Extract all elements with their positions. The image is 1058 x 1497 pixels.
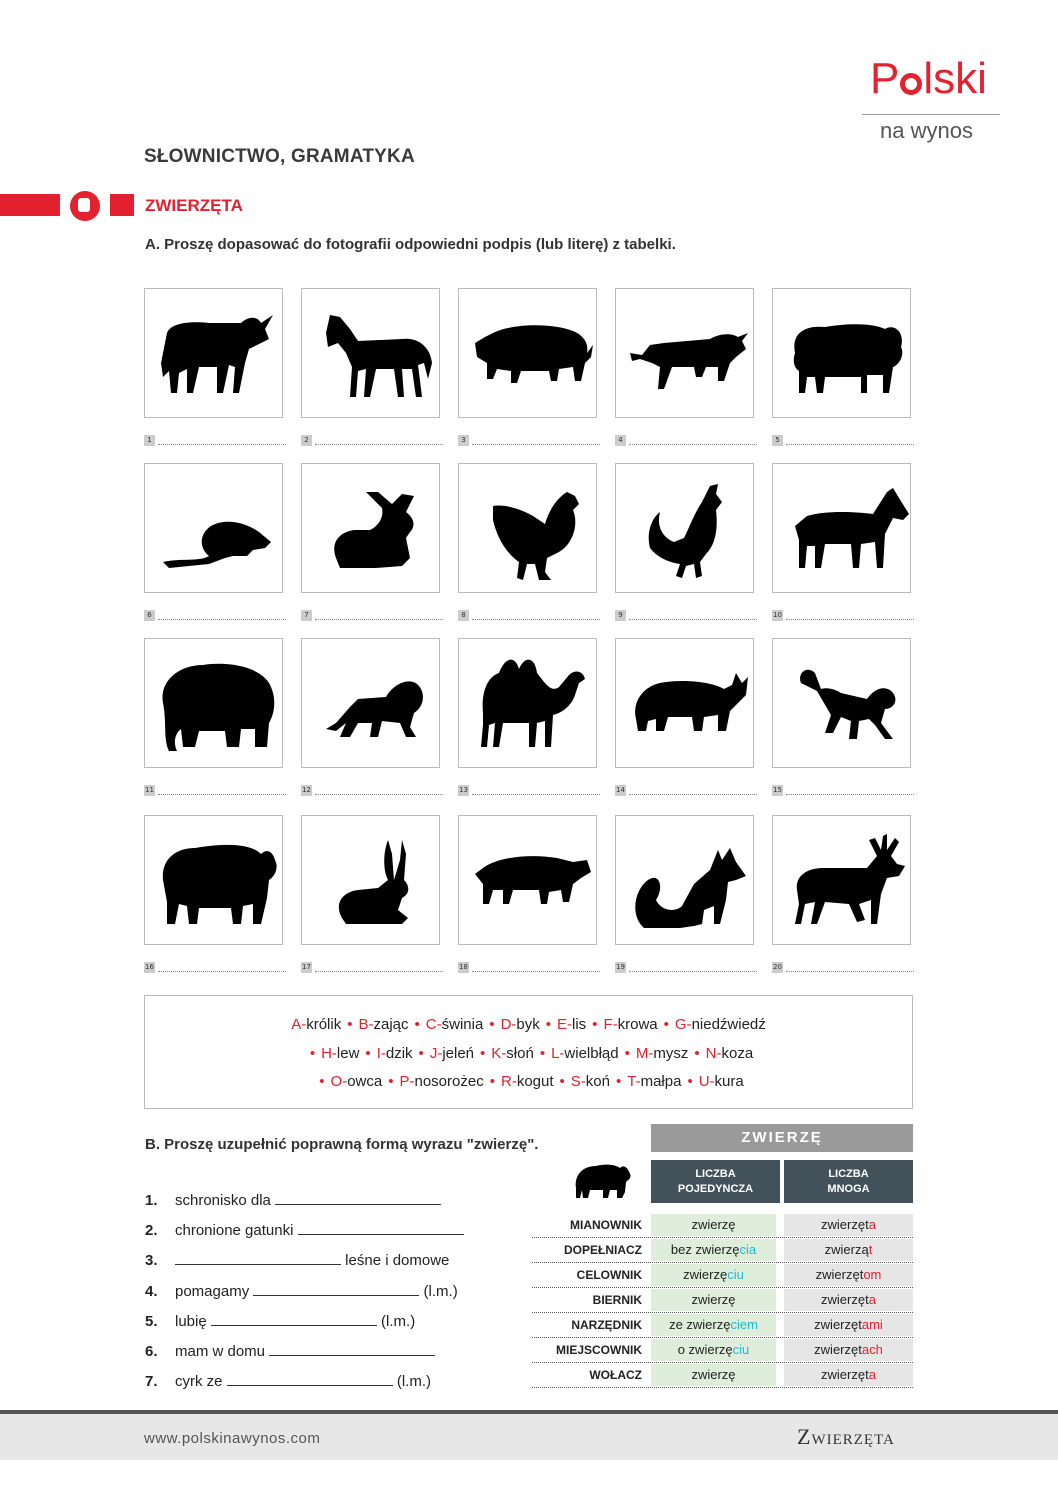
tile-number: 15 [773,786,782,794]
answer-dotted-line [472,444,600,445]
singular-form: ze zwierzęciem [651,1314,776,1336]
answer-line[interactable] [458,962,600,974]
word-bank-item [491,1045,534,1062]
word-letter: M- [635,1045,654,1062]
bear-icon [145,816,282,944]
col-plural-line2: MNOGA [827,1183,870,1195]
bullet-icon: • [489,1073,495,1090]
word-letter: N- [705,1045,722,1062]
word-letter: U- [698,1073,715,1090]
tile-number: 3 [458,435,469,446]
col-singular-line1: LICZBA [695,1168,736,1180]
bear-small-icon [570,1158,632,1202]
tile-number: 2 [301,435,312,446]
tile-number: 6 [144,610,155,621]
tile-number: 5 [772,435,783,446]
singular-form: zwierzęciu [651,1264,776,1286]
rhino-icon [616,639,753,767]
logo-tagline: na wynos [880,118,973,143]
animal-tile [615,463,754,593]
word-letter: D- [500,1016,517,1033]
boar-icon [459,816,596,944]
item-text-before: mam w domu [175,1343,266,1360]
word-text: słoń [506,1045,534,1062]
answer-dotted-line [315,971,443,972]
item-number: 5. [145,1313,158,1330]
word-letter: S- [570,1073,586,1090]
answer-blank[interactable] [298,1220,464,1235]
declension-row [532,1313,913,1338]
plural-form: zwierzęta [784,1364,913,1386]
declension-row [532,1338,913,1363]
singular-form: o zwierzęciu [651,1339,776,1361]
bullet-icon: • [559,1073,565,1090]
lion-icon [302,639,439,767]
word-text: koza [721,1045,754,1062]
animal-tile [615,815,754,945]
word-bank-item [551,1045,619,1062]
word-text: koń [585,1073,610,1090]
animal-tile [772,463,911,593]
item-number: 1. [145,1192,158,1209]
item-number: 4. [145,1283,158,1300]
animal-tile [301,815,440,945]
answer-line[interactable] [301,785,443,797]
word-bank-line-3 [145,1073,912,1090]
tile-number: 16 [145,963,154,971]
rooster-icon [616,464,753,592]
word-letter: K- [491,1045,507,1062]
animal-tile [144,288,283,418]
exercise-item [145,1371,431,1390]
answer-blank[interactable] [275,1190,441,1205]
col-singular-line2: POJEDYNCZA [677,1183,754,1195]
camel-icon [459,639,596,767]
animal-tile [301,288,440,418]
animal-tile [144,463,283,593]
item-number: 7. [145,1373,158,1390]
answer-dotted-line [472,619,600,620]
word-bank-item [603,1016,657,1033]
word-text: lis [572,1016,587,1033]
bullet-icon: • [539,1045,546,1062]
logo-divider [862,114,1000,115]
tile-number: 8 [458,610,469,621]
bullet-icon: • [347,1016,353,1033]
word-letter: E- [557,1016,572,1033]
answer-line[interactable] [615,610,757,622]
answer-line[interactable] [458,610,600,622]
col-header-singular [651,1160,780,1203]
bullet-icon: • [694,1045,700,1062]
page-title: SŁOWNICTWO, GRAMATYKA [144,146,415,167]
tile-number: 19 [616,963,625,971]
word-bank-item [426,1016,484,1033]
answer-line[interactable] [301,435,443,447]
answer-blank[interactable] [253,1281,419,1296]
exercise-item [145,1311,415,1330]
bullet-icon: • [480,1045,486,1062]
word-letter: T- [627,1073,641,1090]
exercise-item [145,1281,458,1300]
footer-url: www.polskinawynos.com [144,1430,321,1447]
word-bank-line-2 [145,1045,912,1062]
word-text: kogut [516,1073,554,1090]
singular-form: zwierzę [651,1214,776,1236]
word-letter: B- [358,1016,374,1033]
word-bank-item [636,1045,689,1062]
animal-tile [458,815,597,945]
item-text-before: pomagamy [175,1283,250,1300]
tile-number: 7 [301,610,312,621]
item-text-before: chronione gatunki [175,1222,294,1239]
bullet-icon: • [414,1016,420,1033]
tile-number: 1 [144,435,155,446]
exercise-item [145,1250,449,1269]
deer-icon [773,816,910,944]
word-bank-item [321,1045,359,1062]
answer-dotted-line [472,971,600,972]
bullet-icon: • [624,1045,630,1062]
col-header-plural [784,1160,913,1203]
word-bank-item [557,1016,586,1033]
brand-logo [870,54,987,104]
word-letter: L- [551,1045,565,1062]
word-bank-item [291,1016,341,1033]
word-text: nosorożec [414,1073,484,1090]
case-name: WOŁACZ [589,1368,642,1382]
answer-dotted-line [786,444,914,445]
word-letter: O- [330,1073,348,1090]
animal-tile [615,638,754,768]
tile-number: 10 [773,611,782,619]
word-text: kura [714,1073,744,1090]
exercise-item [145,1220,464,1239]
answer-dotted-line [472,794,600,795]
plural-form: zwierzętami [784,1314,913,1336]
word-bank-item [675,1016,766,1033]
declension-row [532,1238,913,1263]
word-letter: G- [674,1016,692,1033]
answer-blank[interactable] [175,1250,341,1265]
word-bank-line-1 [145,1016,912,1033]
word-text: dzik [385,1045,413,1062]
rabbit-icon [302,464,439,592]
animal-tile [772,288,911,418]
exercise-a-instruction: A. Proszę dopasować do fotografii odpowiedni podpis (lub literę) z tabelki. [145,236,676,253]
word-letter: R- [500,1073,517,1090]
plural-form: zwierzętom [784,1264,913,1286]
case-name: CELOWNIK [576,1268,642,1282]
tile-number: 13 [459,786,468,794]
item-text-before: lubię [175,1313,207,1330]
answer-dotted-line [158,619,286,620]
answer-dotted-line [315,619,443,620]
word-letter: P- [399,1073,415,1090]
tile-number: 9 [615,610,626,621]
monkey-icon [773,639,910,767]
bull-icon [145,289,282,417]
answer-line[interactable] [144,435,286,447]
section-bar-left [0,194,60,216]
animal-tile [458,638,597,768]
bullet-icon: • [545,1016,551,1033]
case-name: NARZĘDNIK [571,1318,642,1332]
bullet-icon: • [615,1073,622,1090]
item-text-after: (l.m.) [381,1313,416,1330]
hare-icon [302,816,439,944]
answer-blank[interactable] [227,1371,393,1386]
bullet-icon: • [418,1045,424,1062]
exercise-item [145,1341,435,1360]
word-bank-item [699,1073,744,1090]
word-bank-item [400,1073,484,1090]
word-letter: A- [291,1016,307,1033]
exercise-item [145,1190,441,1209]
word-bank-item [377,1045,413,1062]
word-text: małpa [640,1073,682,1090]
animal-tile [301,463,440,593]
answer-dotted-line [629,444,757,445]
answer-dotted-line [315,444,443,445]
animal-tile [144,638,283,768]
word-bank-item [571,1073,610,1090]
answer-line[interactable] [301,962,443,974]
word-text: byk [516,1016,540,1033]
word-letter: H- [321,1045,337,1062]
mouse-icon [145,464,282,592]
answer-line[interactable] [772,610,914,622]
section-icon [70,191,100,221]
item-number: 6. [145,1343,158,1360]
singular-form: zwierzę [651,1364,776,1386]
pig-icon [459,289,596,417]
item-number: 3. [145,1252,158,1269]
answer-dotted-line [315,794,443,795]
plural-form: zwierzęta [784,1289,913,1311]
case-name: BIERNIK [592,1293,642,1307]
answer-line[interactable] [458,435,600,447]
tile-number: 20 [773,963,782,971]
word-text: mysz [653,1045,689,1062]
word-text: lew [336,1045,360,1062]
word-text: niedźwiedź [691,1016,766,1033]
bullet-icon: • [489,1016,495,1033]
declension-row [532,1263,913,1288]
bullet-icon: • [592,1016,598,1033]
animal-tile [458,463,597,593]
animal-tile [772,815,911,945]
item-text-after: (l.m.) [396,1373,432,1390]
zebra-icon [302,289,439,417]
elephant-icon [145,639,282,767]
section-title: ZWIERZĘTA [145,196,243,215]
sheep-icon [773,289,910,417]
word-text: świnia [441,1016,484,1033]
bullet-icon: • [663,1016,669,1033]
answer-line[interactable] [144,962,286,974]
bullet-icon: • [365,1045,371,1062]
animal-tile [144,815,283,945]
bullet-icon: • [687,1073,693,1090]
answer-line[interactable] [144,785,286,797]
singular-form: bez zwierzęcia [651,1239,776,1261]
item-text-before: schronisko dla [175,1192,271,1209]
animal-tile [301,638,440,768]
answer-dotted-line [629,794,757,795]
word-letter: F- [603,1016,618,1033]
declension-row [532,1363,913,1388]
animal-tile [772,638,911,768]
declension-title: ZWIERZĘ [651,1124,913,1152]
word-text: wielbłąd [564,1045,619,1062]
singular-form: zwierzę [651,1289,776,1311]
answer-line[interactable] [772,785,914,797]
answer-line[interactable] [615,435,757,447]
answer-dotted-line [158,444,286,445]
footer-title: Zwierzęta [797,1424,895,1449]
word-text: królik [306,1016,342,1033]
exercise-b-instruction: B. Proszę uzupełnić poprawną formą wyrazu "zwierzę". [145,1136,539,1153]
word-letter: C- [425,1016,442,1033]
tile-number: 11 [145,786,154,794]
word-bank [144,995,913,1109]
animal-tile [458,288,597,418]
item-text-after: (l.m.) [423,1283,458,1300]
word-bank-item [430,1045,474,1062]
word-text: owca [347,1073,383,1090]
declension-row [532,1288,913,1313]
logo-o-icon [900,73,922,95]
item-text-before: cyrk ze [175,1373,223,1390]
item-text-after: leśne i domowe [345,1252,450,1269]
answer-dotted-line [786,619,914,620]
fox-icon [616,816,753,944]
plural-form: zwierzęta [784,1214,913,1236]
answer-line[interactable] [458,785,600,797]
plural-form: zwierzętach [784,1339,913,1361]
word-letter: J- [429,1045,443,1062]
col-plural-line1: LICZBA [828,1168,869,1180]
tile-number: 4 [615,435,626,446]
tile-number: 12 [302,786,311,794]
answer-line[interactable] [615,962,757,974]
answer-blank[interactable] [269,1341,435,1356]
word-text: zając [373,1016,409,1033]
word-letter: I- [376,1045,386,1062]
bullet-icon: • [309,1045,316,1062]
word-bank-item [358,1016,408,1033]
hen-icon [459,464,596,592]
item-number: 2. [145,1222,158,1239]
answer-dotted-line [629,971,757,972]
word-bank-item [331,1073,383,1090]
case-name: MIANOWNIK [570,1218,642,1232]
answer-dotted-line [629,619,757,620]
case-name: MIEJSCOWNIK [555,1343,642,1357]
case-name: DOPEŁNIACZ [564,1243,642,1257]
word-bank-item [706,1045,754,1062]
tile-number: 17 [302,963,311,971]
answer-line[interactable] [615,785,757,797]
answer-line[interactable] [144,610,286,622]
answer-dotted-line [786,794,914,795]
word-text: jeleń [442,1045,475,1062]
answer-line[interactable] [772,962,914,974]
answer-dotted-line [158,971,286,972]
answer-line[interactable] [301,610,443,622]
declension-row [532,1213,913,1238]
logo-text-start: P [870,54,900,103]
word-bank-item [501,1016,540,1033]
bull-charging-icon [616,289,753,417]
word-text: krowa [617,1016,658,1033]
answer-blank[interactable] [211,1311,377,1326]
bullet-icon: • [319,1073,325,1090]
answer-dotted-line [786,971,914,972]
word-bank-item [627,1073,681,1090]
word-bank-item [501,1073,554,1090]
section-bar-right [110,194,134,216]
answer-line[interactable] [772,435,914,447]
goat-icon [773,464,910,592]
plural-form: zwierząt [784,1239,913,1261]
bullet-icon: • [388,1073,394,1090]
logo-text-end: lski [923,54,987,103]
tile-number: 14 [616,786,625,794]
animal-tile [615,288,754,418]
answer-dotted-line [158,794,286,795]
tile-number: 18 [459,963,468,971]
